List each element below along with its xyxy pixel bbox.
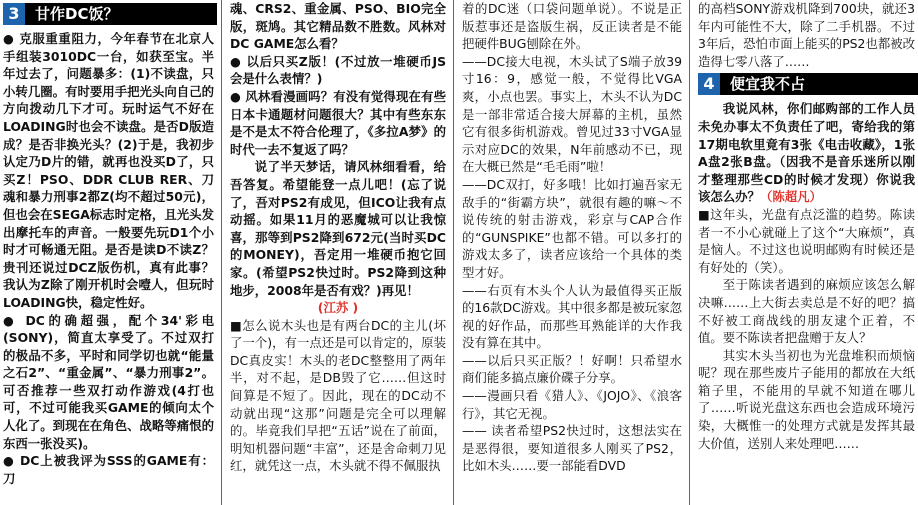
reply-paragraph: ——右页有木头个人认为最值得买正版的16款DC游戏。其中很多都是被玩家忽视的好作品，而那些耳熟能详的大作我没有算在其中。 — [462, 282, 682, 351]
column-divider — [689, 0, 690, 505]
reply-paragraph: ——DC双打，好多哦！比如打遍吾家无敌手的“街霸方块”，就很有趣的嘛～不说传统的射击游戏，彩京与CAP合作的“GUNSPIKE”也都不错。可以多打的游戏太多了，读者应该给一个具体的类型才好。 — [462, 176, 682, 280]
reply-paragraph: ■怎么说木头也是有两台DC的主儿(坏了一个)，有一点还是可以肯定的，原装DC真皮实！木头的老DC整整用了两年半，对不起，是DB毁了它……但这时间算是不短了。因此，现在的DC动不动就出现“这那”问题是完全可以理解的。毕竟我们早把“五话”说在了前面，明知机器问题“丰富”，还是舍命刺刀见红，就凭这一点，木头就不得不佩服执 — [230, 317, 446, 474]
reply-paragraph: ——DC接大电视，木头试了S端子放39寸16：9，感觉一般，不觉得比VGA爽，小点也罢。事实上，木头不认为DC是一部非常适合接大屏幕的主机，虽然它有很多街机游戏。曾见过33寸VGA显示对应DC的效果，N年前感动不已，现在大概已然是“毛毛雨”啦！ — [462, 53, 682, 175]
column-1 — [0, 0, 217, 505]
reply-paragraph: 至于陈读者遇到的麻烦应该怎么解决嘛……上大街去卖总是不好的吧？搞不好被工商战线的朋友逮个正着，不值。要不陈读者把盘赠于友人？ — [698, 277, 915, 346]
section-number: 4 — [698, 73, 720, 95]
reply-paragraph: ■这年头，光盘有点泛滥的趋势。陈读者一不小心就碰上了这个“大麻烦”，真是恼人。不过这也说明邮购有时候还是有好处的（笑）。 — [698, 206, 915, 275]
section-header-3 — [0, 2, 217, 26]
reply-paragraph: —— 读者希望PS2快过时，这想法实在是恶得很，要知道很多人刚买了PS2，比如木头……要一部能看DVD — [462, 423, 682, 474]
reply-paragraph: 的高档SONY游戏机降到700块，就还3年内可能性不大，除了二手机器。不过3年后，恐怕市面上能买的PS2也都被改造得七零八落了…… — [698, 1, 915, 69]
signature-text: （陈超凡） — [759, 189, 822, 205]
letter-paragraph: ● 以后只买Z版！(不过放一堆硬币JS会是什么表情？) — [230, 53, 446, 87]
letter-paragraph — [698, 100, 915, 206]
letter-paragraph: ● DC的确超强，配个34'彩电(SONY)，简直太享受了。不过双打的极品不多，平时和同学切也就“能量之石2”、“重金属”、“暴力刑事2”。可否推荐一些双打动作游戏(4打也可，不过可能我买GAME的倾向太个人化了。到现在在角色、战略等痛恨的东西一张没买)。 — [3, 312, 214, 451]
column-4 — [695, 0, 918, 505]
letter-text: 我说风林，你们邮购部的工作人员未免办事太不负责任了吧，寄给我的第17期电软里竟有3张《电击收藏》，1张A盘2张B盘。（因我不是音乐迷所以刚才整理那些CD的时候才发现）你说我该怎么办？ — [698, 101, 915, 205]
section-title: 甘作DC饭？ — [25, 3, 217, 25]
letter-paragraph: ● 克服重重阻力，今年春节在北京人手组装3010DC一台，如获至宝。半年过去了，问题暴多：(1)不读盘，只小转几圈。有时要用手把光头向自己的方向拨动几下才可。玩时运气不好在LOADING时也会不读盘。是否D版造成？是否非换光头？(2)于是，我初步认定乃D片的错，就再也没买D了，只买Z！PSO、DDR CLUB RER、刀魂和暴力刑事2都Z(均不超过50元)，但也会在SEGA标志时定格，且光头发出摩托车的声音。一般要先玩D1个小时才可畅通无阻。是否是读D不读Z？贵刊还说过DCZ版伤机，真有此事？我认为Z除了刚开机时会噎人，但玩时LOADING快，稳定性好。 — [3, 31, 214, 310]
reply-paragraph: ——以后只买正版？！好啊！只希望水商们能多搞点廉价碟子分享。 — [462, 352, 682, 386]
letter-paragraph: 魂、CRS2、重金属、PSO、BIO完全版，斑鸠。其它精品数不胜数。风林对DC GAME怎么看？ — [230, 1, 446, 52]
column-3 — [459, 0, 685, 505]
reply-paragraph: 着的DC迷（口袋问题单说）。不说是正版惹事还是盗版生祸，反正读者是不能把硬件BUG刨除在外。 — [462, 1, 682, 52]
signature-text: (江苏 ) — [317, 300, 359, 316]
letter-paragraph: ● 风林看漫画吗？有没有觉得现在有些日本卡通题材问题很大？其中有些东东是不是太不符合伦理了，《多拉A梦》的时代一去不复返了吗？ — [230, 88, 446, 157]
letter-paragraph: 说了半天梦话，请风林细看看，给吾答复。希望能登一点儿吧！(忘了说了，吾对PS2有成见，但ICO让我有点动摇。如果11月的恶魔城可以让我惊喜，那等到PS2降到672元(当时买DC的MONEY)，吾定用一堆硬币抱它回家。(希望PS2快过时。PS2降到这种地步，2008年是否有戏？)再见！ — [230, 159, 446, 298]
section-title: 便宜我不占 — [720, 73, 918, 95]
reply-paragraph: ——漫画只看《猎人》、《JOJO》、《浪客行》，其它无视。 — [462, 388, 682, 421]
section-number: 3 — [3, 3, 25, 25]
column-2 — [227, 0, 449, 505]
column-divider — [221, 0, 222, 505]
section-header-4 — [695, 72, 918, 96]
letter-paragraph: ● DC上被我评为SSS的GAME有：刀 — [3, 453, 214, 486]
reply-paragraph: 其实木头当初也为光盘堆积而烦恼呢？现在那些废片子能用的都放在大纸箱子里，不能用的早就不知道在哪儿了……听说光盘这东西也会造成环境污染，大概惟一的处理方式就是发挥其最大价值，送别人来处理吧…… — [698, 347, 915, 451]
letter-signature — [230, 299, 446, 317]
column-divider — [453, 0, 454, 505]
